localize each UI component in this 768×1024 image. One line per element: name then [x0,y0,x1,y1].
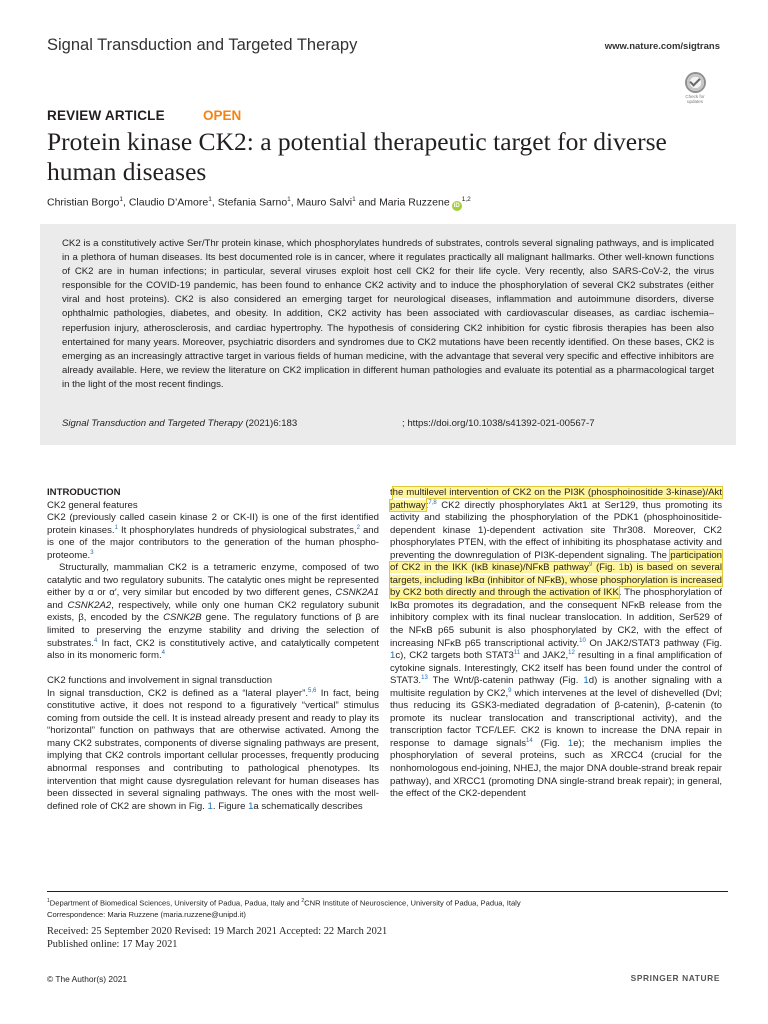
author-name[interactable]: Maria Ruzzene [379,196,450,209]
doi-link[interactable]: ; https://doi.org/10.1038/s41392-021-00567-7 [402,418,595,429]
article-type: REVIEW ARTICLE [47,108,165,123]
footnote-divider [47,891,728,892]
subsection-heading: CK2 functions and involvement in signal transduction [47,675,273,687]
body-column-left [47,487,379,813]
article-dates [47,925,387,951]
author-separator: and [355,196,380,209]
body-paragraph: the multilevel intervention of CK2 on the PI3K (phosphoinositide 3-kinase)/Akt pathway:$^{7,8}$ CK2 directly phosphorylates Akt1 at Ser129, thus promoting its activity and stabilizing the phosphorylation of the PDK1 (phosphoinositide-dependent kinase 1)-dependent activation site Thr308. Moreover, CK2 phosphorylates PTEN, with the effect of inhibiting its phosphatase activity and preventing the downregulation of PI3K-dependent signaling. The participation of CK2 in the IKK (IκB kinase)/NFκB pathway$^9$ (Fig. 1b) is based on several targets, including IκBα (inhibitor of NFκB), whose phosphorylation is increased by CK2 both directly and through the activation of IKK. The phosphorylation of IκBα promotes its degradation, and the consequent NFκB release from the inhibitory complex with its final nuclear translocation. In addition, Ser529 of the NFκB p65 subunit is also phosphorylated by CK2, with the effect of increasing NFκB p65 transcriptional activity.$^{10}$ On JAK2/STAT3 pathway (Fig. 1c), CK2 targets both $STAT3^{11}$ and JAK2,12 resulting in a final amplification of cytokine signals. Interestingly, CK2 itself has been found under the control of STAT3.13 The Wnt/β-catenin pathway (Fig. 1d) is another signaling with a multisite regulation by CK2,$^9$ which intervenes at the level of dishevelled (Dvl; thus reducing its GSK3-mediated degradation of β-catenin), β-catenin (to promote its nuclear translocation and transcriptional activity), and the transcription factor TCF/LEF. CK2 is known to increase the DNA repair in response to damage signals$^{14}$ (Fig. 1e); the mechanism implies the phosphorylation of several proteins, such as XRCC4 (crucial for the nonhomologous end-joining, NHEJ, the major DNA double-strand break repair pathway), and XRCC1 (promoting DNA single-strand break repair); in general, the effect of the CK2-dependent [390,487,723,800]
abstract-text: CK2 is a constitutively active Ser/Thr protein kinase, which phosphorylates hundreds of substrates, controls several signaling pathways, and is implicated in a plethora of human diseases. Its best documented role is in cancer, where it regulates practically all malignant hallmarks. Other well-known functions of CK2 are in human infections; in particular, several viruses exploit host cell CK2 for their life cycle. Very recently, also SARS-CoV-2, the virus responsible for the COVID-19 pandemic, has been found to enhance CK2 activity and to induce the phosphorylation of several CK2 substrates (either viral and host proteins). CK2 is also considered an emerging target for neurological diseases, inflammation and autoimmune disorders, diverse ophthalmic pathologies, diabetes, and obesity. In addition, CK2 activity has been associated with cardiovascular diseases, as cardiac ischemia–reperfusion injury, atherosclerosis, and cardiac hypertrophy. The hypothesis of considering CK2 inhibition for cystic fibrosis therapies has been also entertained for many years. Moreover, psychiatric disorders and syndromes due to CK2 mutations have been recently identified. On these bases, CK2 is emerging as an increasingly attractive target in various fields of human medicine, with the advantage that several very specific and effective inhibitors are already available. Here, we review the literature on CK2 implication in different human pathologies and evaluate its potential as a pharmacological target in the light of the most recent findings. [62,238,714,390]
author-name[interactable]: Stefania Sarno [217,196,288,209]
author-separator: , [123,196,129,209]
open-access-label: OPEN [203,108,242,123]
author-name[interactable]: Mauro Salvi [296,196,353,209]
author-affiliation: 1 [287,196,291,203]
article-title: Protein kinase CK2: a potential therapeutic target for diverse human diseases [47,127,667,186]
author-affiliation: 1 [208,196,212,203]
author-affiliation: 1 [352,196,356,203]
author-affiliation: 1 [119,196,123,203]
affiliation-line: $^1$Department of Biomedical Sciences, University of Padua, Padua, Italy and $^2$CNR Institute of Neuroscience, University of Padua, Padua, Italy [47,898,521,908]
citation-volume: (2021)6:183 [242,418,298,429]
author-separator: , [290,196,297,209]
published-date: Published online: 17 May 2021 [47,939,178,950]
received-dates: Received: 25 September 2020 Revised: 19 March 2021 Accepted: 22 March 2021 [47,926,388,937]
copyright: © The Author(s) 2021 [47,974,128,984]
author-name[interactable]: Claudio D’Amore [128,196,209,209]
subsection-heading: CK2 general features [47,499,138,511]
body-column-right [390,487,722,801]
journal-website-link[interactable]: www.nature.com/sigtrans [604,41,720,52]
body-paragraph: In signal transduction, CK2 is defined as a “lateral player”.$^{5,6}$ In fact, being constitutive active, it does not respond to a figuratively “vertical” stimulus coming from outside the cell. It is instead already present and ready to play its “horizontal” function on pathways that are otherwise activated. Among the many CK2 substrates, components of diverse signaling pathways are present, implying that CK2 controls important cellular processes, frequently producing abnormal responses and contributing to pathological phenotypes. Its intervention that might cause dysregulation relevant for human diseases has been dissected in several signaling pathways. The ones with the most well-defined role of CK2 are shown in Fig. 1. Figure 1a schematically describes [47,687,379,812]
body-paragraph: CK2 (previously called casein kinase 2 or CK-II) is one of the first identified protein kinases.$^1$ It phosphorylates hundreds of physiological substrates,$^2$ and is one of the major contributors to the generation of the human phospho-proteome.$^3$ [47,512,379,561]
citation-line [62,418,714,429]
journal-name: Signal Transduction and Targeted Therapy [47,36,358,54]
citation-journal: Signal Transduction and Targeted Therapy [62,418,243,429]
check-updates-label: Check for updates [685,94,705,104]
highlighted-text[interactable]: he multilevel intervention of CK2 on the PI3K (phosphoinositide 3-kinase)/Akt pathway [390,487,722,511]
body-paragraph: Structurally, mammalian CK2 is a tetrameric enzyme, composed of two catalytic and two regulatory subunits. The catalytic ones might be represented either by α or α′, very similar but encoded by two different genes, CSNK2A1 and CSNK2A2, respectively, while only one human CK2 regulatory subunit exists, β, encoded by the CSNK2B gene. The regulatory functions of β are limited to preserving the enzyme stability and driving the selection of substrates.$^4$ In fact, CK2 is constitutively active, and catalytically competent also in its monomeric form.$^4$ [47,562,379,662]
author-name[interactable]: Christian Borgo [47,196,120,209]
section-heading: INTRODUCTION [47,487,121,498]
check-for-updates-badge[interactable] [680,72,710,110]
author-separator: , [211,196,218,209]
orcid-icon[interactable]: iD [453,202,460,209]
affiliations [47,896,521,920]
author-affiliation: 1,2 [461,196,471,203]
check-updates-icon [685,72,706,93]
author-list [47,196,471,211]
correspondence-line[interactable]: Correspondence: Maria Ruzzene (maria.ruzzene@unipd.it) [47,909,246,919]
highlighted-text[interactable]: participation of CK2 in the IKK (IκB kinase)/NFκB pathway$^9$ (Fig. 1b) is based on several targets, including IκBα (inhibitor of NFκB), whose phosphorylation is increased by CK2 both directly and through the activation of IKK [390,549,722,599]
publisher-logo: SPRINGER NATURE [630,973,720,983]
